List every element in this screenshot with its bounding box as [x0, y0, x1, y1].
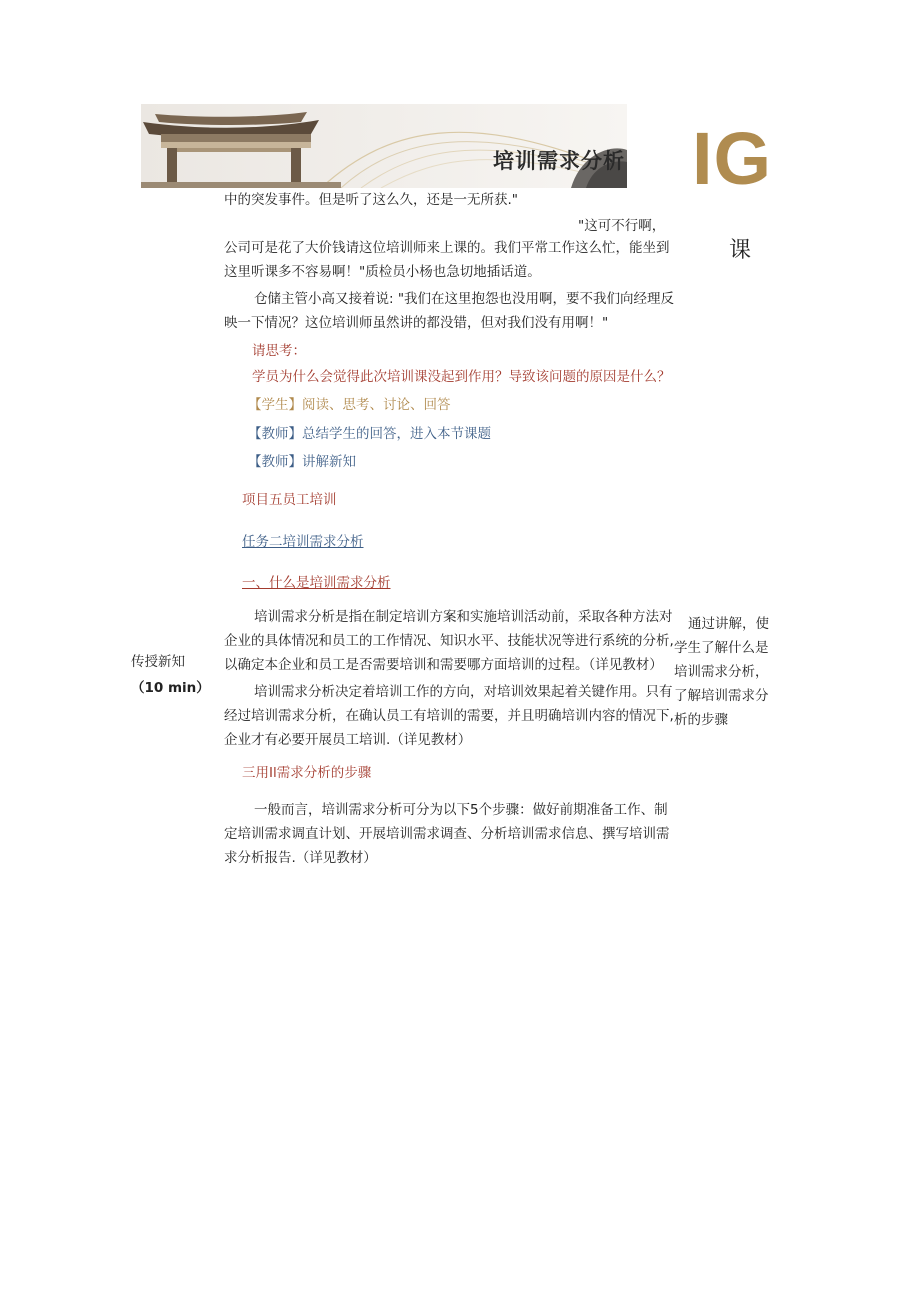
para1-line-2: 企业的具体情况和员工的工作情况、知识水平、技能状况等进行系统的分析, [224, 633, 674, 649]
stage-duration: （10 min） [131, 680, 210, 696]
task-heading[interactable]: 任务二培训需求分析 [242, 534, 364, 550]
banner-title: 培训需求分析 [493, 149, 625, 173]
teacher-role-1: 【教师】总结学生的回答，进入本节课题 [248, 426, 491, 442]
story-line-3: 公司可是花了大价钱请这位培训师来上课的。我们平常工作这么忙，能坐到 [224, 240, 670, 256]
section-1-heading[interactable]: 一、什么是培训需求分析 [242, 575, 391, 591]
para2-line-3: 企业才有必要开展员工培训.（详见教材） [224, 732, 472, 748]
header-banner [141, 104, 627, 188]
stage-label: 传授新知 [131, 654, 185, 670]
para3-line-3: 求分析报告.（详见教材） [224, 850, 377, 866]
goal-line-2: 学生了解什么是 [674, 640, 769, 656]
para1-line-3: 以确定本企业和员工是否需要培训和需要哪方面培训的过程。（详见教材） [224, 657, 663, 673]
project-heading: 项目五员工培训 [242, 492, 337, 508]
section-2-heading: 三用Il需求分析的步骤 [242, 765, 372, 781]
para3-line-2: 定培训需求调直计划、开展培训需求调查、分析培训需求信息、撰写培训需 [224, 826, 670, 842]
goal-line-3: 培训需求分析， [674, 664, 769, 680]
ke-character: 课 [729, 238, 752, 263]
story-line-1: 中的突发事件。但是听了这么久，还是一无所获." [224, 192, 519, 208]
big-ig-text: IG [692, 117, 773, 200]
story-line-6: 映一下情况？这位培训师虽然讲的都没错，但对我们没有用啊！" [224, 315, 609, 331]
teacher-role-2: 【教师】讲解新知 [248, 454, 356, 470]
story-line-2: "这可不行啊， [578, 218, 666, 234]
think-label: 请思考： [252, 343, 306, 359]
story-line-4: 这里听课多不容易啊！"质检员小杨也急切地插话道。 [224, 264, 541, 280]
goal-line-1: 通过讲解，使 [688, 616, 769, 632]
goal-line-4: 了解培训需求分 [674, 688, 769, 704]
para1-line-1: 培训需求分析是指在制定培训方案和实施培训活动前，采取各种方法对 [254, 609, 673, 625]
student-role: 【学生】阅读、思考、讨论、回答 [248, 397, 451, 413]
para2-line-2: 经过培训需求分析，在确认员工有培训的需要，并且明确培训内容的情况下, [224, 708, 674, 724]
story-line-5: 仓储主管小高又接着说: "我们在这里抱怨也没用啊，要不我们向经理反 [254, 291, 675, 307]
goal-line-5: 析的步骤 [674, 712, 728, 728]
para3-line-1: 一般而言，培训需求分析可分为以下5个步骤：做好前期准备工作、制 [254, 802, 668, 818]
para2-line-1: 培训需求分析决定着培训工作的方向，对培训效果起着关键作用。只有 [254, 684, 673, 700]
think-question: 学员为什么会觉得此次培训课没起到作用？导致该问题的原因是什么？ [252, 369, 671, 385]
